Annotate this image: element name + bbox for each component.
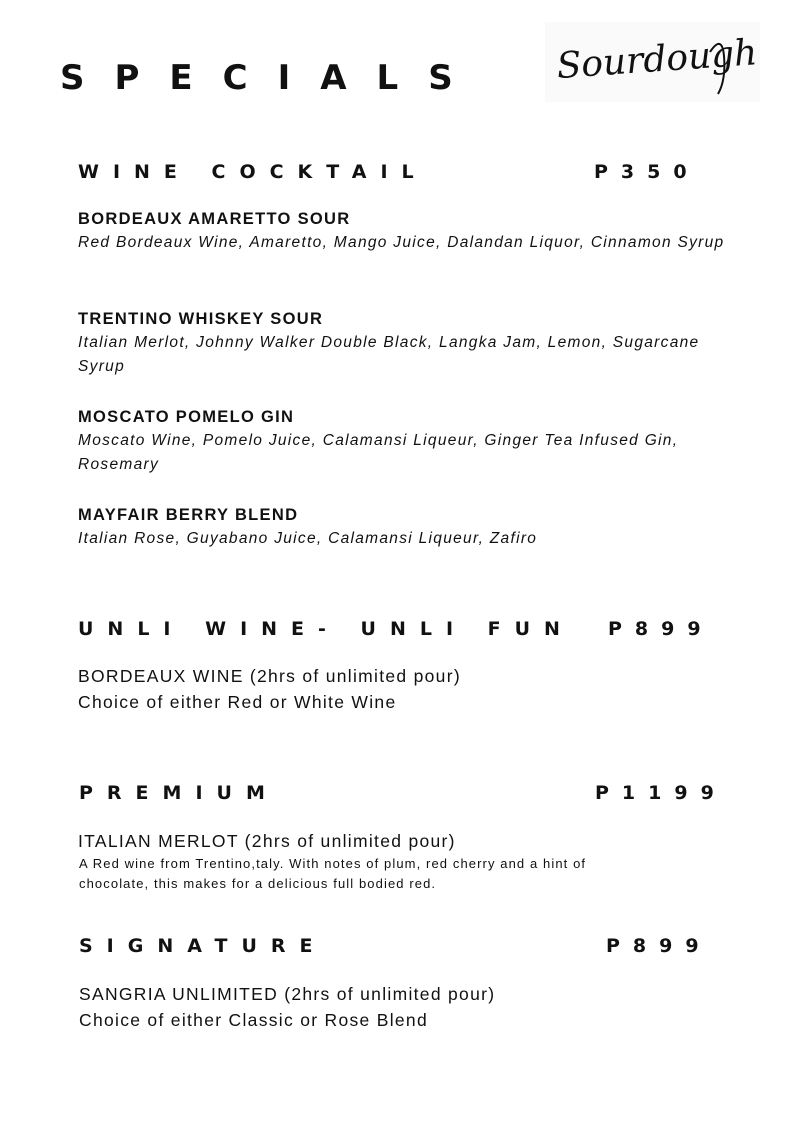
section-title-unli-wine: UNLI WINE- UNLI FUN <box>78 618 574 640</box>
price-signature: P899 <box>606 935 712 957</box>
item-name: MOSCATO POMELO GIN <box>78 408 295 426</box>
premium-description: A Red wine from Trentino,taly. With notes of plum, red cherry and a hint of chocolate, this makes for a delicious full bodied red. <box>79 856 587 891</box>
unli-wine-line-2: Choice of either Red or White Wine <box>78 692 397 712</box>
item-description: Italian Rose, Guyabano Juice, Calamansi Liqueur, Zafiro <box>78 530 538 547</box>
page-title: SPECIALS <box>60 58 483 98</box>
signature-line-1: SANGRIA UNLIMITED (2hrs of unlimited pour) <box>79 984 496 1004</box>
item-name: BORDEAUX AMARETTO SOUR <box>78 210 351 228</box>
sourdough-signature-graphic <box>545 22 760 102</box>
premium-line-1: ITALIAN MERLOT (2hrs of unlimited pour) <box>78 831 456 851</box>
unli-wine-line-1: BORDEAUX WINE (2hrs of unlimited pour) <box>78 666 461 686</box>
section-title-premium: PREMIUM <box>79 782 279 804</box>
item-description: Moscato Wine, Pomelo Juice, Calamansi Liqueur, Ginger Tea Infused Gin, Rosemary <box>78 432 679 473</box>
item-name: MAYFAIR BERRY BLEND <box>78 506 299 524</box>
item-description: Italian Merlot, Johnny Walker Double Black, Langka Jam, Lemon, Sugarcane Syrup <box>78 334 700 375</box>
item-description: Red Bordeaux Wine, Amaretto, Mango Juice, Dalandan Liquor, Cinnamon Syrup <box>78 234 725 251</box>
sourdough-logo <box>545 22 760 102</box>
signature-line-2: Choice of either Classic or Rose Blend <box>79 1010 428 1030</box>
price-unli-wine: P899 <box>608 618 714 640</box>
section-title-signature: SIGNATURE <box>79 935 327 957</box>
item-name: TRENTINO WHISKEY SOUR <box>78 310 324 328</box>
section-title-wine-cocktail: WINE COCKTAIL <box>78 161 428 183</box>
price-wine-cocktail: P350 <box>594 161 700 183</box>
price-premium: P1199 <box>595 782 727 804</box>
svg-text:Sourdough: Sourdough <box>555 32 759 88</box>
